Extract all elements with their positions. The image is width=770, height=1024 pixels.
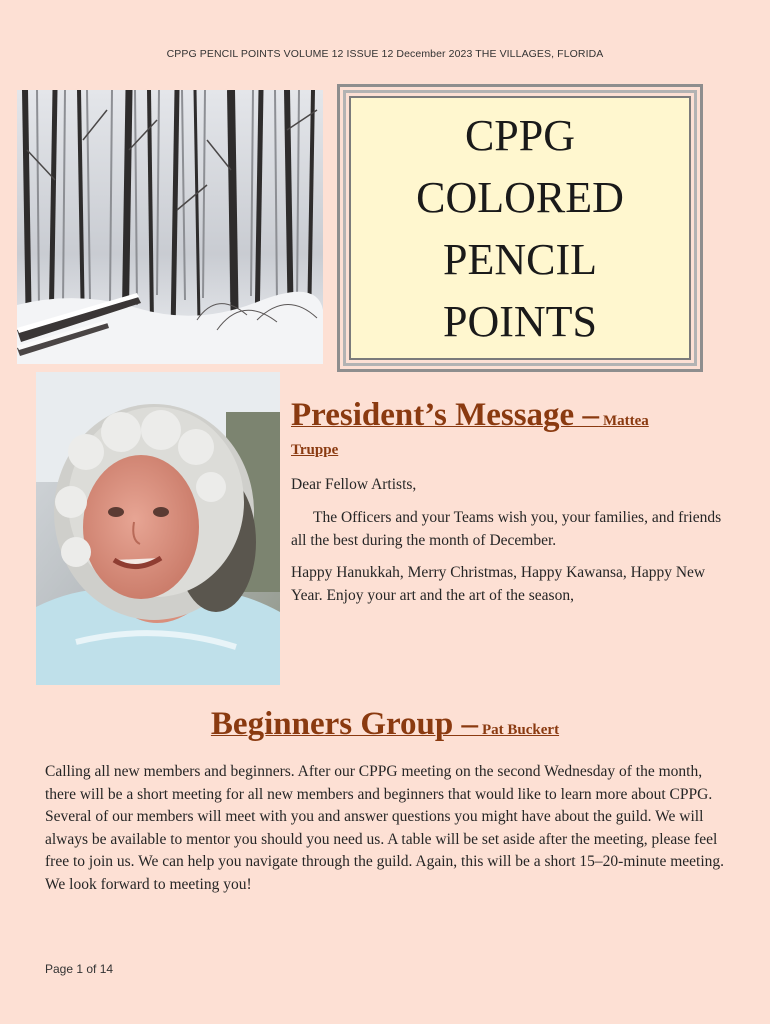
beginners-group-title: Beginners Group – (210, 706, 478, 742)
presidents-message-author-first: Mattea (602, 413, 649, 429)
newsletter-title (340, 105, 700, 353)
title-line-4: POINTS (442, 297, 598, 346)
title-line-2: COLORED (416, 173, 624, 222)
title-line-1: CPPG (464, 111, 576, 160)
title-box (337, 84, 703, 372)
presidents-greeting: Dear Fellow Artists, (291, 476, 417, 493)
beginners-group-body: Calling all new members and beginners. After our CPPG meeting on the second Wednesday of the month, there will be a short meeting for all new members and beginners that would like to learn more about CPPG. Several of our members will meet with you and answer questions you might have about the guild. We will always be available to mentor you should you need us. A table will be set aside after the meeting, please feel free to join us. We can help you navigate through the guild. Again, this will be a short 15–20-minute meeting. We look forward to meeting you! (45, 763, 725, 893)
president-portrait-photo (36, 372, 280, 685)
presidents-paragraph-2: Happy Hanukkah, Merry Christmas, Happy Kawansa, Happy New Year. Enjoy your art and the art of the season, (291, 564, 706, 604)
presidents-message-author-last: Truppe (291, 442, 339, 458)
title-line-3: PENCIL (443, 235, 597, 284)
winter-forest-photo (17, 90, 323, 364)
newsletter-header: CPPG PENCIL POINTS VOLUME 12 ISSUE 12 December 2023 THE VILLAGES, FLORIDA (166, 48, 604, 60)
beginners-group-heading (0, 706, 770, 743)
page-number: Page 1 of 14 (45, 962, 114, 976)
beginners-group-author: Pat Buckert (482, 722, 560, 738)
presidents-message-title: President’s Message – (291, 397, 599, 433)
presidents-message-heading (291, 398, 731, 438)
presidents-paragraph-1: The Officers and your Teams wish you, your families, and friends all the best during the month of December. (291, 509, 722, 549)
